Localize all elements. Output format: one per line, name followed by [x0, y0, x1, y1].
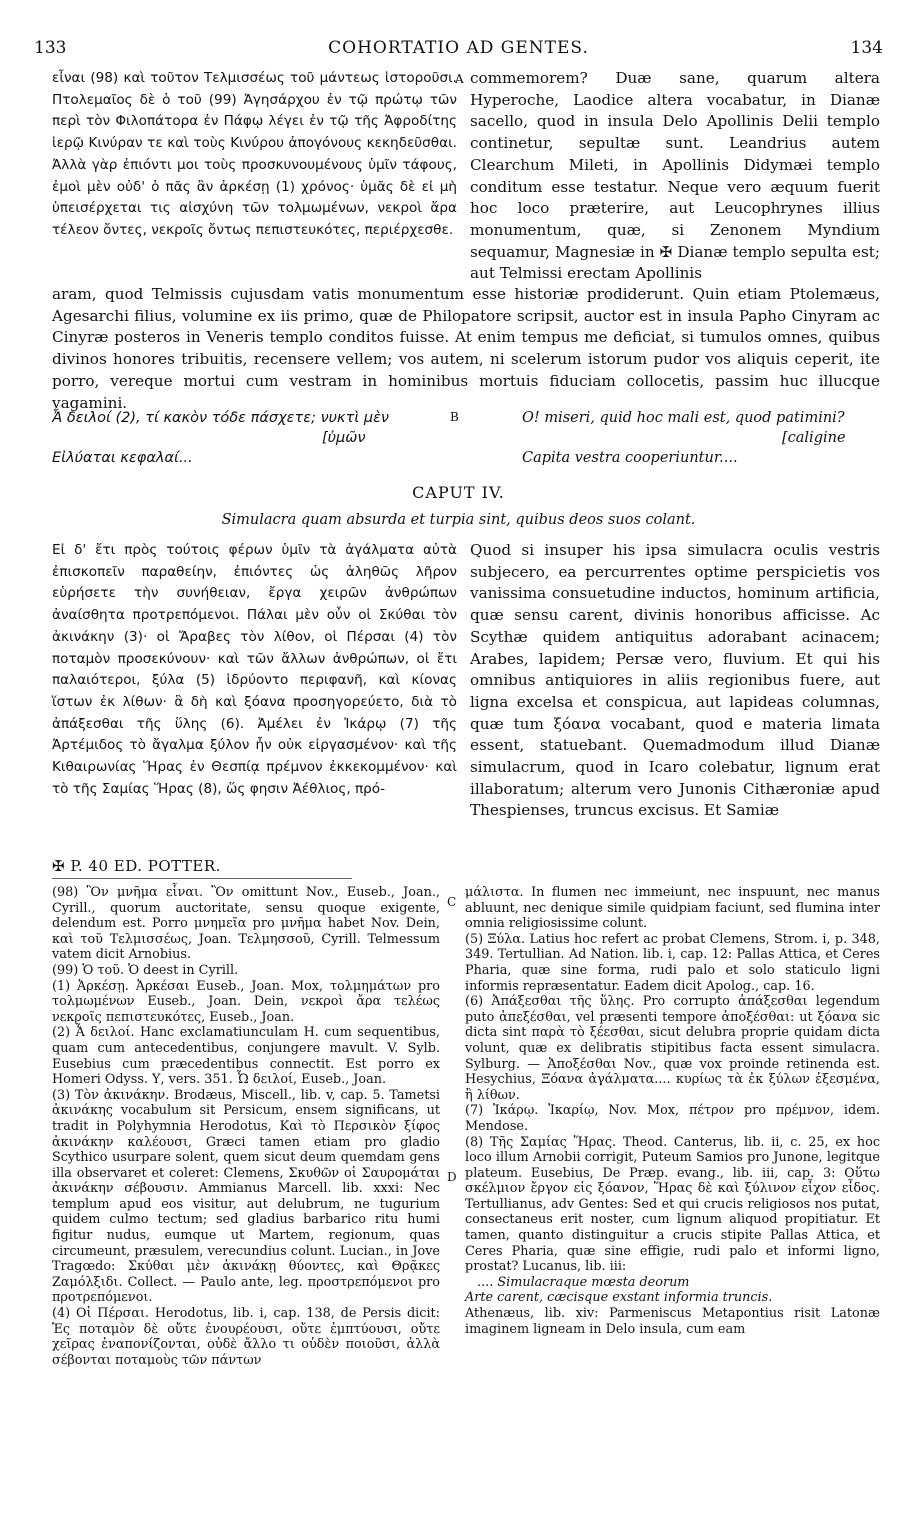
footnote: (6) Ἀπάξεσθαι τῆς ὕλης. Pro corrupto ἀπάξεσθαι legendum puto ἀπεξέσθαι, vel præsenti tempore ἀποξέσθαι: ut ξόανα sic dicta sint παρὰ τὸ ξέεσθαι, sicut delubra proprie quidam dicta volunt, quæ ex delibratis stipitibus facta essent simulacra. Sylburg. — Ἀποξέσθαι Nov., quæ vox proinde retinenda est. Hesychius, Ξόανα ἀγάλματα.... κυρίως τὰ ἐκ ξύλων ἐξεσμένα, ἢ λίθων.: [465, 994, 880, 1103]
potter-page-reference: ✠ P. 40 ED. POTTER.: [52, 857, 221, 875]
latin-column-body: [470, 540, 880, 822]
footnotes-left: [52, 885, 440, 1368]
footnote: (99) Ὁ τοῦ. Ὁ deest in Cyrill.: [52, 962, 239, 978]
greek-column-top: [52, 68, 457, 242]
greek-verse-line-2: [ὑμῶν: [322, 430, 366, 446]
footnote-verse-line: Arte carent, cæcisque exstant informia truncis.: [465, 1290, 773, 1306]
footnote: (5) Ξύλα. Latius hoc refert ac probat Clemens, Strom. i, p. 348, 349. Tertullian. Ad Nation. lib. i, cap. 12: Pallas Attica, et Ceres Pharia, quæ sine forma, rudi palo et solo staticulo ligni informis repræsentatur. Eadem dicit Apolog., cap. 16.: [465, 931, 880, 994]
margin-letter-b: B: [450, 410, 459, 424]
footnote: (98) Ὃν μνῆμα εἶναι. Ὃν omittunt Nov., Euseb., Joan., Cyrill., quorum auctoritate, sensu quoque exigente, delendum est. Porro μνημεῖα pro μνῆμα habet Nov. Dein, καὶ τοῦ Τελμισσέως, Joan. Τελμησσοῦ, Cyrill. Telmessum vatem dicit Arnobius.: [52, 885, 440, 963]
footnote: (3) Τὸν ἀκινάκην. Brodæus, Miscell., lib. v, cap. 5. Tametsi ἀκινάκης vocabulum sit Persicum, ensem significans, ut tradit in Polyhymnia Herodotus, Καὶ τὸ Περσικὸν ξίφος ἀκινάκην καλέουσι, Græci tamen etiam pro gladio Scythico usurpare solent, quem sicut deum quemdam gens illa observaret et coleret: Clemens, Σκυθῶν οἱ Σαυρομάται ἀκινάκην σέβουσιν. Ammianus Marcell. lib. xxxi: Nec templum apud eos visitur, aut delubrum, ne tugurium quidem culmo tectum; sed gladius barbarico ritu humi figitur nudus, eumque ut Martem, regionum, quas circumeunt, præsulem, verecundius colunt. Lucian., in Jove Tragœdo: Σκύθαι μὲν ἀκινάκῃ θύοντες, καὶ Θρᾷκες Ζαμόλξιδι. Collect. — Paulo ante, leg. προστρεπόμενοι pro προτρεπόμενοι.: [52, 1087, 440, 1306]
page-number-right: 134: [850, 38, 883, 58]
greek-verse-line-1: Ἆ δειλοί (2), τί κακὸν τόδε πάσχετε; νυκτὶ μὲν: [52, 410, 390, 426]
footnote: (1) Ἀρκέσῃ. Ἀρκέσαι Euseb., Joan. Mox, τολμημάτων pro τολμωμένων Euseb., Joan. Dein, νεκροὶ ἄρα τελέως νεκροῖς πεπιστευκότες, Euseb., Joan.: [52, 978, 440, 1025]
greek-verse: [52, 408, 452, 468]
margin-letter-c: C: [447, 895, 457, 909]
greek-text-top: εἶναι (98) καὶ τοῦτον Τελμισσέως τοῦ μάντεως ἱστοροῦσι. Πτολεμαῖος δὲ ὁ τοῦ (99) Ἀγησάρχου ἐν τῷ πρώτῳ τῶν περὶ τὸν Φιλοπάτορα ἐν Πάφῳ λέγει ἐν τῷ τῆς Ἀφροδίτης ἱερῷ Κινύραν τε καὶ τοὺς Κινύρου ἀπογόνους κεκηδεῦσθαι. Ἀλλὰ γὰρ ἐπιόντι μοι τοὺς προσκυνουμένους ὑμῖν τάφους, ἐμοὶ μὲν οὐδ' ὁ πᾶς ἂν ἀρκέσῃ (1) χρόνος· ὑμᾶς δὲ εἰ μὴ ὑπεισέρχεται τις αἰσχύνη τῶν τολμωμένων, νεκροὶ ἄρα τέλεον ὄντες, νεκροῖς ὄντως πεπιστευκότες, περιέρχεσθε.: [52, 70, 457, 238]
latin-verse-line-2: [caligine: [782, 430, 846, 446]
footnote-rule: [52, 878, 352, 879]
chapter-subtitle: Simulacra quam absurda et turpia sint, quibus deos suos colant.: [221, 512, 696, 528]
greek-text-body: Εἰ δ' ἔτι πρὸς τούτοις φέρων ὑμῖν τὰ ἀγάλματα αὐτὰ ἐπισκοπεῖν παραθείην, ἐπιόντες ὡς ἀληθῶς λῆρον εὑρήσετε τὴν συνήθειαν, ἔργα χειρῶν ἀνθρώπων ἀναίσθητα προτρεπόμενοι. Πάλαι μὲν οὖν οἱ Σκύθαι τὸν ἀκινάκην (3)· οἱ Ἄραβες τὸν λίθον, οἱ Πέρσαι (4) τὸν ποταμὸν προσεκύνουν· καὶ τῶν ἄλλων ἀνθρώπων, οἱ ἔτι παλαιότεροι, ξύλα (5) ἱδρύοντο περιφανῆ, καὶ κίονας ἵστων ἐκ λίθων· ἃ δὴ καὶ ξόανα προσηγορεύετο, διὰ τὸ ἀπάξεσθαι τῆς ὕλης (6). Ἀμέλει ἐν Ἰκάρῳ (7) τῆς Ἀρτέμιδος τὸ ἄγαλμα ξύλον ἦν οὐκ εἰργασμένον· καὶ τῆς Κιθαιρωνίας Ἥρας ἐν Θεσπίᾳ πρέμνον ἐκκεκομμένον· καὶ τὸ τῆς Σαμίας Ἥρας (8), ὥς φησιν Ἀέθλιος, πρό-: [52, 542, 457, 797]
latin-column-top: [470, 68, 880, 285]
page-number-left: 133: [34, 38, 67, 58]
footnote: (7) Ἰκάρῳ. Ἰκαρίῳ, Nov. Mox, πέτρον pro πρέμνον, idem. Mendose.: [465, 1103, 880, 1134]
latin-verse-line-3: Capita vestra cooperiuntur....: [522, 450, 738, 466]
running-header: [34, 38, 883, 60]
latin-text-top: commemorem? Duæ sane, quarum altera Hyperoche, Laodice altera vocabatur, in Dianæ sacello, quod in insula Delo Apollinis Delii templo continetur, sepultæ sunt. Leandrius autem Clearchum Mileti, in Apollinis Didymæi templo conditum esse testatur. Neque vero æquum fuerit hoc loco præterire, aut Leucophrynes illius monumentum, quæ, si Zenonem Myndium sequamur, Magnesiæ in ✠ Dianæ templo sepulta est; aut Telmissi erectam Apollinis: [470, 69, 880, 283]
footnote-verse-line: .... Simulacraque mœsta deorum: [477, 1274, 690, 1290]
margin-letter-a: A: [455, 72, 464, 86]
footnote: μάλιστα. In flumen nec immeiunt, nec inspuunt, nec manus abluunt, nec denique simile quidpiam faciunt, sed flumina inter omnia religiosissime colunt.: [465, 885, 880, 932]
footnotes-right: [465, 885, 880, 1337]
footnote: (8) Τῆς Σαμίας Ἥρας. Theod. Canterus, lib. ii, c. 25, ex hoc loco illum Arnobii corrigit, Puteum Samios pro Junone, legitque plateum. Eusebius, De Præp. evang., lib. iii, cap. 3: Οὕτω σκέλμιον ἔργον εἰς ξόανον, Ἥρας δὲ καὶ ξύλινον εἶχον εἶδος. Tertullianus, adv Gentes: Sed et qui crucis religiosos nos putat, consectaneus erit noster, cum lignum aliquod propitiatur. Et tamen, quanto distinguitur a crucis stipite Pallas Attica, et Ceres Pharia, quæ sine effigie, rudi palo et informi ligno, prostat? Lucanus, lib. iii:: [465, 1134, 880, 1275]
running-title: COHORTATIO AD GENTES.: [328, 38, 589, 58]
latin-text-body: Quod si insuper his ipsa simulacra oculis vestris subjecero, ea percurrentes optime perspicietis vos vanissima consuetudine inductos, hominum artificia, quæ sensu carent, divinis honoribus afficisse. Ac Scythæ quidem antiquitus adorabant acinacem; Arabes, lapidem; Persæ vero, fluvium. Et qui his omnibus antiquiores in aliis regionibus fuere, aut ligna excelsa et conspicua, aut lapideas columnas, quæ tum ξόανα vocabant, quod e materia limata essent, statuebant. Quemadmodum illud Dianæ simulacrum, quod in Icaro colebatur, lignum erat illaboratum; alterum vero Junonis Cithæroniæ apud Thespienses, truncus excisus. Et Samiæ: [470, 541, 880, 820]
greek-verse-line-3: Εἰλύαται κεφαλαί...: [52, 450, 193, 466]
latin-text-full: aram, quod Telmissis cujusdam vatis monumentum esse historiæ prodiderunt. Quin etiam Ptolemæus, Agesarchi filius, volumine ex iis primo, quæ de Philopatore scripsit, auctor est in insula Papho Cinyram ac Cinyræ posteros in Veneris templo conditos fuisse. At enim tempus me deficiat, si tumulos omnes, quibus divinos honores tribuitis, recensere vellem; vos autem, ni scelerum istorum pudor vos aliquis ceperit, ite porro, vereque mortui cum vestram in hominibus mortuis fiduciam collocetis, passim huc illucque vagamini.: [52, 285, 880, 412]
latin-verse-line-1: O! miseri, quid hoc mali est, quod patimini?: [522, 410, 845, 426]
latin-verse: [522, 408, 882, 468]
footnote: (2) Ἆ δειλοί. Hanc exclamatiunculam H. cum sequentibus, quam cum antecedentibus, conjungere mavult. V. Sylb. Eusebius cum præcedentibus connectit. Est porro ex Homeri Odyss. Υ, vers. 351. Ὦ δειλοί, Euseb., Joan.: [52, 1025, 440, 1088]
footnote: (4) Οἱ Πέρσαι. Herodotus, lib. i, cap. 138, de Persis dicit: Ἐς ποταμὸν δὲ οὔτε ἐνουρέουσι, οὔτε ἐμπτύουσι, οὔτε χεῖρας ἐναπονίζονται, οὐδὲ ἄλλο τι οὐδὲν ποιοῦσι, ἀλλὰ σέβονται ποταμοὺς τῶν πάντων: [52, 1306, 440, 1368]
footnote: Athenæus, lib. xiv: Parmeniscus Metapontius risit Latonæ imaginem ligneam in Delo insula, cum eam: [465, 1306, 880, 1337]
greek-column-body: [52, 540, 457, 800]
margin-letter-d: D: [447, 1170, 457, 1184]
chapter-title: CAPUT IV.: [412, 483, 505, 502]
latin-full-width: [52, 284, 880, 414]
